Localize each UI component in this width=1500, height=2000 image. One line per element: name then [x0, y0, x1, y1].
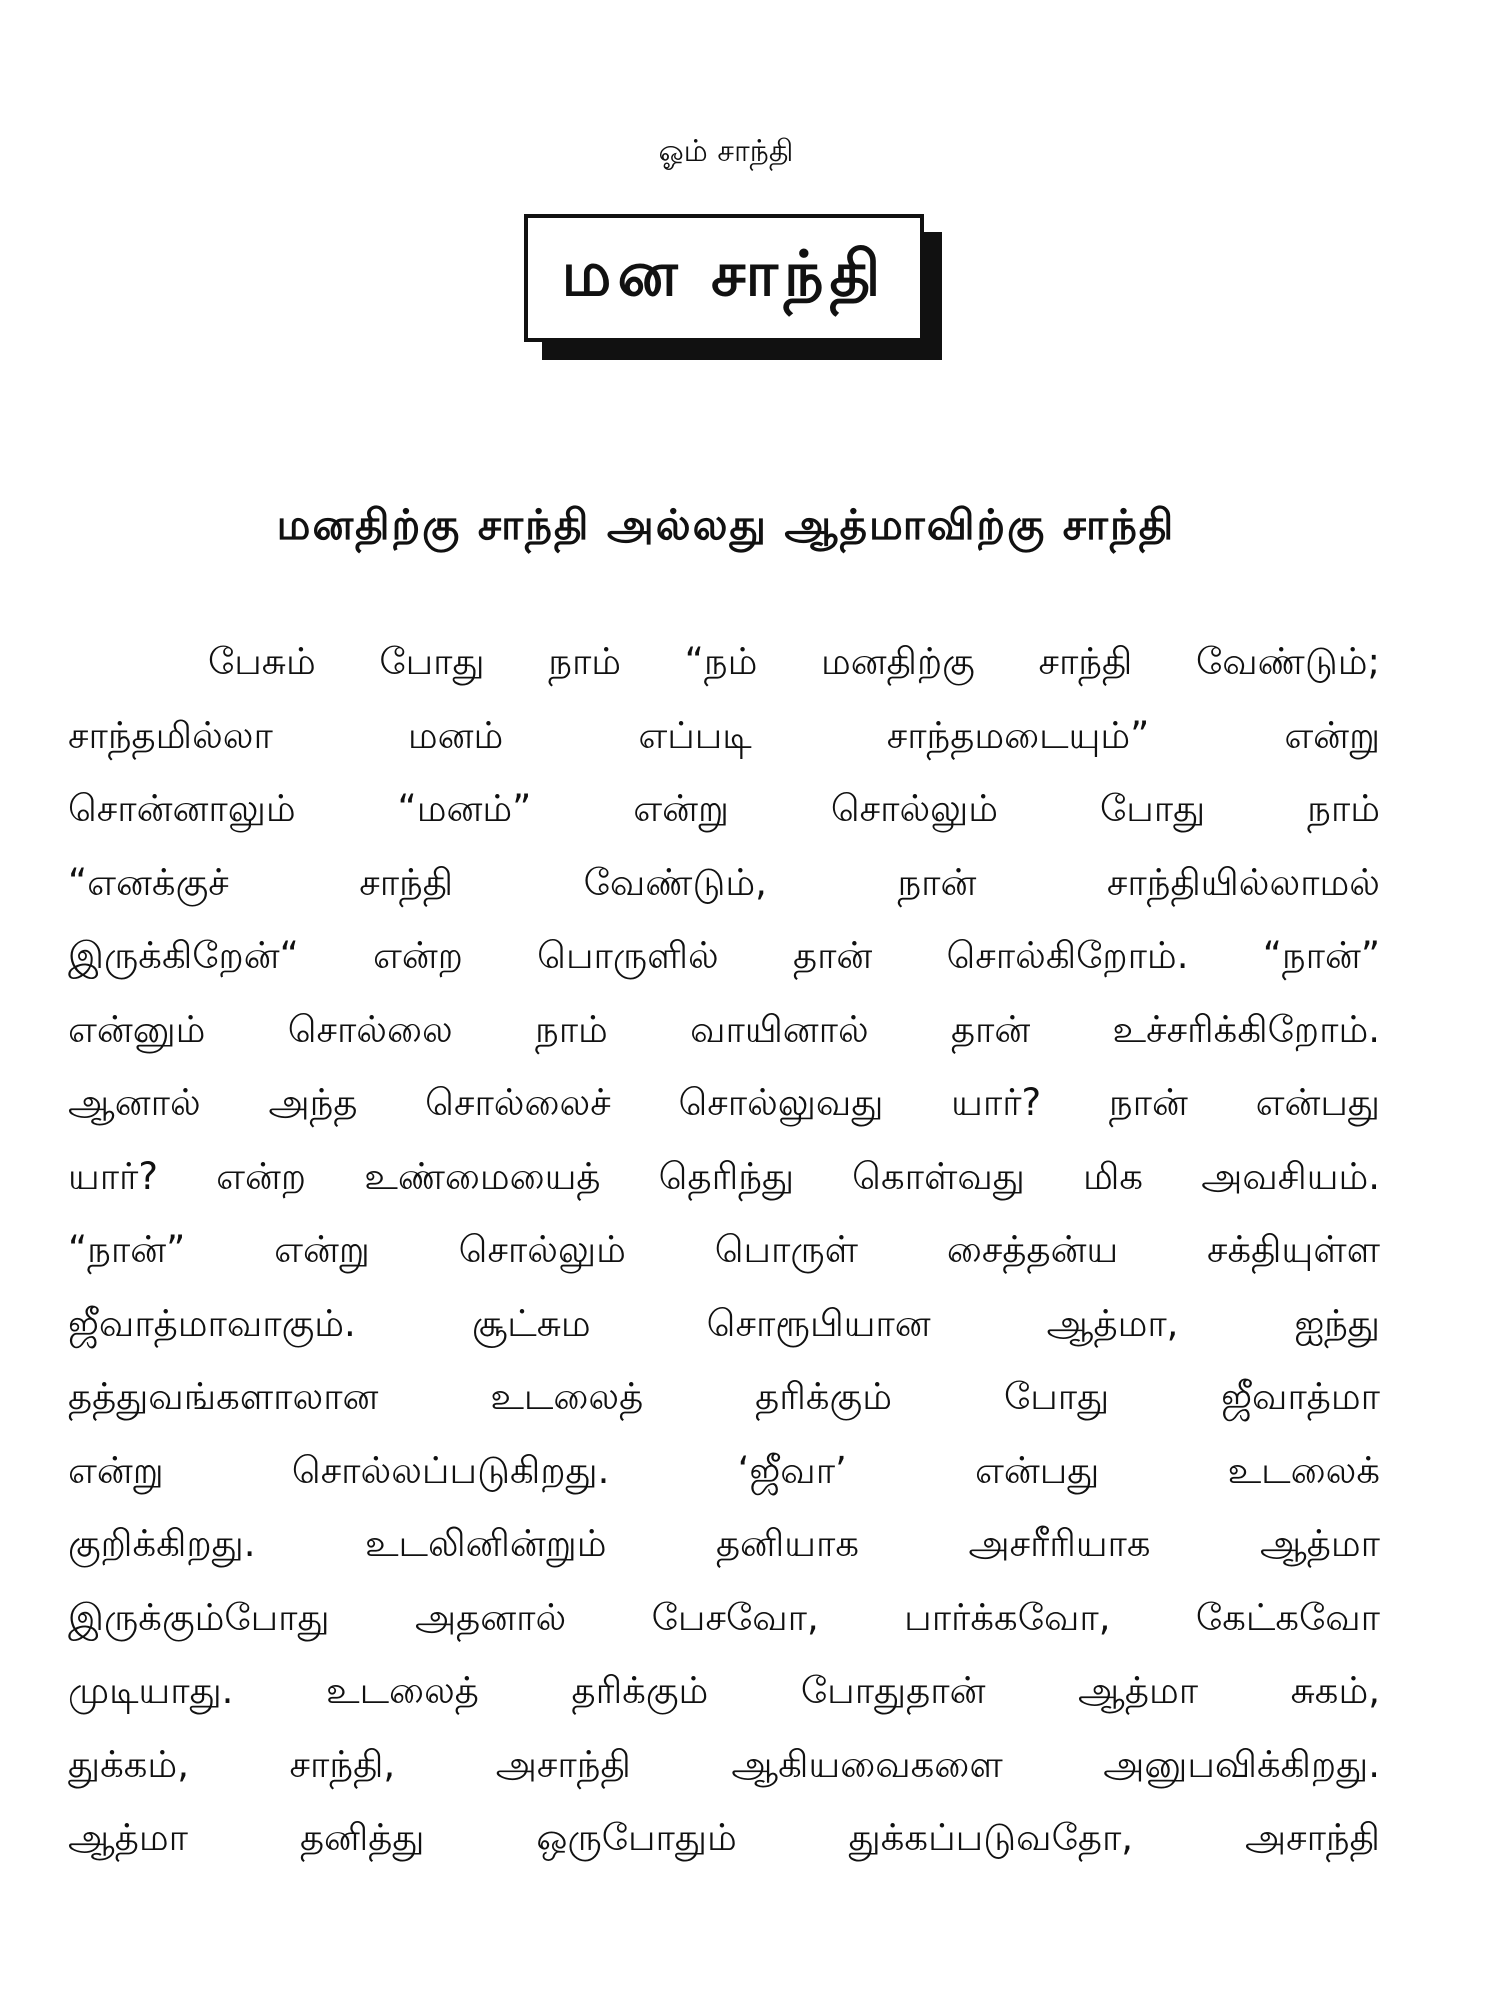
paragraph-line: இருக்கிறேன்“ என்ற பொருளில் தான் சொல்கிறோம். “நான்”	[68, 934, 1380, 977]
paragraph-line: குறிக்கிறது. உடலினின்றும் தனியாக அசரீரியாக ஆத்மா	[68, 1522, 1380, 1565]
paragraph-line: “எனக்குச் சாந்தி வேண்டும், நான் சாந்தியில்லாமல்	[68, 860, 1380, 904]
paragraph-line: “நான்” என்று சொல்லும் பொருள் சைத்தன்ய சக்தியுள்ள	[68, 1228, 1380, 1271]
paragraph-line: சொன்னாலும் “மனம்” என்று சொல்லும் போது நாம்	[68, 787, 1380, 830]
paragraph-line: முடியாது. உடலைத் தரிக்கும் போதுதான் ஆத்மா சுகம்,	[68, 1669, 1380, 1712]
paragraph-line: யார்? என்ற உண்மையைத் தெரிந்து கொள்வது மிக அவசியம்.	[68, 1154, 1380, 1198]
paragraph-line: ஆனால் அந்த சொல்லைச் சொல்லுவது யார்? நான் என்பது	[68, 1081, 1380, 1124]
paragraph-line: என்னும் சொல்லை நாம் வாயினால் தான் உச்சரிக்கிறோம்.	[68, 1007, 1380, 1051]
paragraph-line: சாந்தமில்லா மனம் எப்படி சாந்தமடையும்” என்று	[68, 713, 1380, 757]
om-shanti-header: ஓம் சாந்தி	[658, 134, 794, 169]
paragraph-line: துக்கம், சாந்தி, அசாந்தி ஆகியவைகளை அனுபவிக்கிறது.	[68, 1742, 1380, 1786]
title-box	[524, 214, 924, 342]
paragraph-line: பேசும் போது நாம் “நம் மனதிற்கு சாந்தி வேண்டும்;	[208, 640, 1380, 683]
paragraph-line: தத்துவங்களாலான உடலைத் தரிக்கும் போது ஜீவாத்மா	[68, 1375, 1380, 1418]
page-title: மன சாந்தி	[561, 237, 887, 310]
paragraph-line: இருக்கும்போது அதனால் பேசவோ, பார்க்கவோ, கேட்கவோ	[68, 1595, 1380, 1639]
section-heading: மனதிற்கு சாந்தி அல்லது ஆத்மாவிற்கு சாந்தி	[276, 500, 1176, 549]
paragraph-line: என்று சொல்லப்படுகிறது. ‘ஜீவா’ என்பது உடலைக்	[68, 1448, 1380, 1492]
paragraph-line: ஜீவாத்மாவாகும். சூட்சும சொரூபியான ஆத்மா, ஐந்து	[68, 1301, 1380, 1345]
paragraph-line: ஆத்மா தனித்து ஒருபோதும் துக்கப்படுவதோ, அசாந்தி	[68, 1816, 1380, 1859]
body-paragraph	[68, 625, 1380, 1875]
